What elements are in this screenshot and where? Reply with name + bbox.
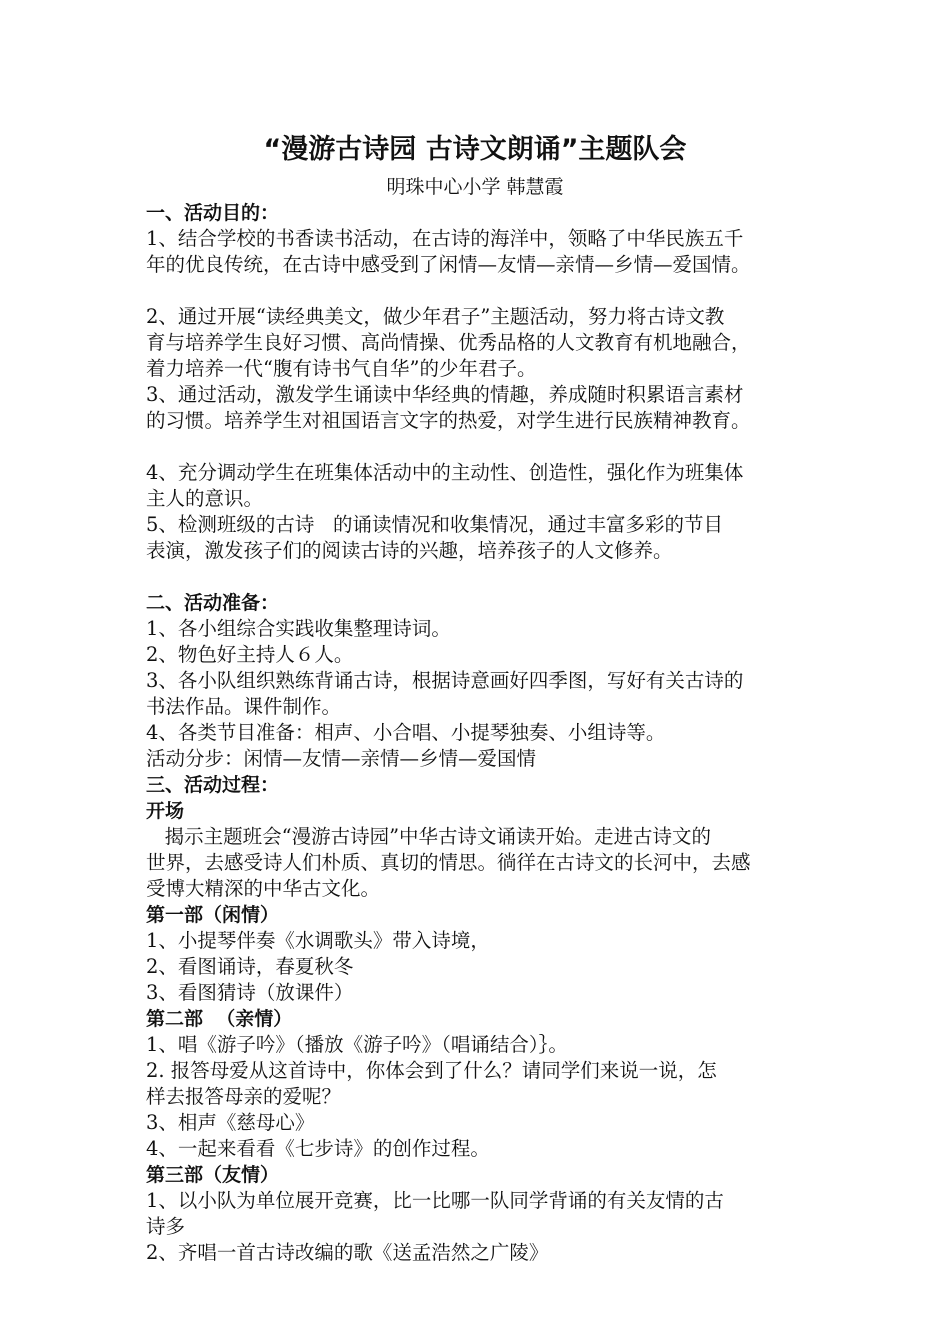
body-line: 主人的意识。 [146, 487, 264, 510]
body-line: 育与培养学生良好习惯、高尚情操、优秀品格的人文教育有机地融合， [146, 331, 751, 354]
section-heading: 第一部（闲情） [146, 904, 280, 926]
body-line: 样去报答母亲的爱呢？ [146, 1085, 342, 1108]
body-line: 1、以小队为单位展开竞赛，比一比哪一队同学背诵的有关友情的古 [146, 1189, 724, 1212]
body-line: 3、相声《慈母心》 [146, 1111, 315, 1134]
document-author: 明珠中心小学 韩慧霞 [386, 176, 564, 198]
body-line: 3、各小队组织熟练背诵古诗，根据诗意画好四季图，写好有关古诗的 [146, 669, 744, 692]
body-line: 受博大精深的中华古文化。 [146, 877, 381, 900]
body-line: 3、看图猜诗（放课件） [146, 981, 354, 1004]
body-line: 诗多 [146, 1215, 186, 1238]
section-heading: 第二部 （亲情） [146, 1008, 293, 1030]
body-line: 2、齐唱一首古诗改编的歌《送孟浩然之广陵》 [146, 1241, 549, 1264]
body-line: 活动分步：闲情—友情—亲情—乡情—爱国情 [146, 747, 537, 770]
body-line: 4、一起来看看《七步诗》的创作过程。 [146, 1137, 490, 1160]
body-line: 4、充分调动学生在班集体活动中的主动性、创造性，强化作为班集体 [146, 461, 744, 484]
body-line: 的习惯。培养学生对祖国语言文字的热爱，对学生进行民族精神教育。 [146, 409, 751, 432]
body-line: 1、唱《游子吟》（播放《游子吟》（唱诵结合）｝。 [146, 1033, 568, 1056]
body-line: 1、结合学校的书香读书活动，在古诗的海洋中，领略了中华民族五千 [146, 227, 744, 250]
blank-line [146, 564, 826, 590]
body-line: 书法作品。课件制作。 [146, 695, 342, 718]
body-line: 表演，激发孩子们的阅读古诗的兴趣，培养孩子的人文修养。 [146, 539, 673, 562]
section-heading: 二、活动准备： [146, 592, 280, 614]
body-line: 1、各小组综合实践收集整理诗词。 [146, 617, 451, 640]
body-line: 2、物色好主持人６人。 [146, 643, 354, 666]
document-title: “漫游古诗园 古诗文朗诵”主题队会 [263, 134, 687, 165]
section-heading: 第三部（友情） [146, 1164, 280, 1186]
body-line: 2. 报答母爱从这首诗中，你体会到了什么？请同学们来说一说，怎 [146, 1059, 717, 1082]
blank-line [146, 278, 826, 304]
body-line: 5、检测班级的古诗 的诵读情况和收集情况，通过丰富多彩的节目 [146, 513, 724, 536]
body-line: 年的优良传统，在古诗中感受到了闲情—友情—亲情—乡情—爱国情。 [146, 253, 751, 276]
body-line: 2、看图诵诗，春夏秋冬 [146, 955, 354, 978]
section-heading: 一、活动目的： [146, 202, 280, 224]
body-line: 揭示主题班会“漫游古诗园”中华古诗文诵读开始。走进古诗文的 [146, 825, 712, 848]
body-line: 世界，去感受诗人们朴质、真切的情思。徜徉在古诗文的长河中，去感 [146, 851, 751, 874]
body-line: 着力培养一代“腹有诗书气自华”的少年君子。 [146, 357, 537, 380]
section-heading: 开场 [146, 800, 185, 822]
document-body [146, 200, 826, 1266]
body-line: 2、通过开展“读经典美文，做少年君子”主题活动，努力将古诗文教 [146, 305, 725, 328]
body-line: 3、通过活动，激发学生诵读中华经典的情趣，养成随时积累语言素材 [146, 383, 744, 406]
section-heading: 三、活动过程： [146, 774, 280, 796]
body-line: 4、各类节目准备：相声、小合唱、小提琴独奏、小组诗等。 [146, 721, 666, 744]
blank-line [146, 434, 826, 460]
body-line: 1、小提琴伴奏《水调歌头》带入诗境， [146, 929, 490, 952]
